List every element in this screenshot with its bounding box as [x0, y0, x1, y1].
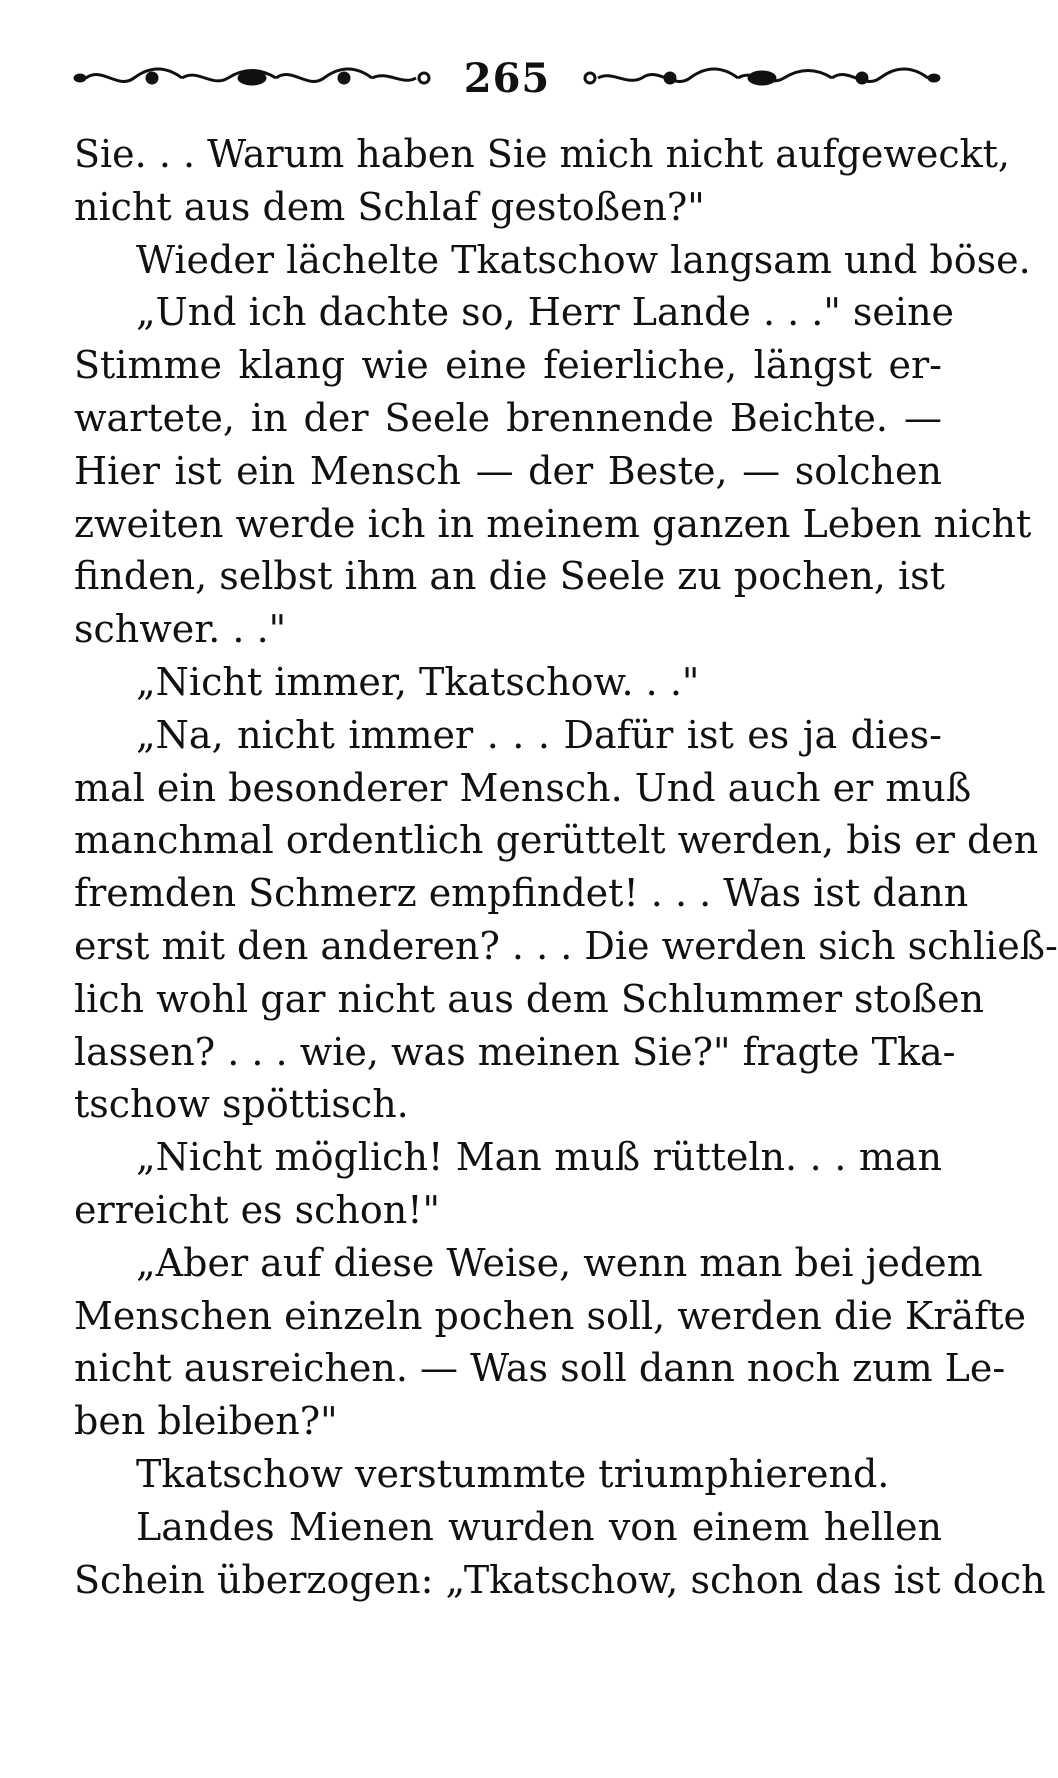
- text-line: Menschen einzeln pochen soll, werden die Kräfte: [74, 1293, 1026, 1338]
- text-line: „Na, nicht immer . . . Dafür ist es ja dies-: [136, 712, 942, 757]
- text-line: wartete, in der Seele brennende Beichte. —: [74, 395, 942, 440]
- text-line: Hier ist ein Mensch — der Beste, — solchen: [74, 448, 942, 493]
- text-line: mal ein besonderer Mensch. Und auch er muß: [74, 765, 972, 810]
- text-line: Stimme klang wie eine feierliche, längst er-: [74, 343, 942, 388]
- text-line: Sie. . . Warum haben Sie mich nicht aufgeweckt,: [74, 132, 1010, 176]
- text-line: nicht ausreichen. — Was soll dann noch zum Le-: [74, 1346, 1006, 1391]
- page-number: 265: [463, 54, 551, 102]
- text-line: erst mit den anderen? . . . Die werden sich schließ-: [74, 923, 1058, 968]
- page-header: [72, 48, 942, 108]
- text-line: zweiten werde ich in meinem ganzen Leben nicht: [74, 501, 1032, 546]
- text-line: Tkatschow verstummte triumphierend.: [136, 1451, 890, 1496]
- text-line: fremden Schmerz empfindet! . . . Was ist dann: [74, 871, 969, 916]
- text-line: Wieder lächelte Tkatschow langsam und böse.: [136, 237, 1031, 282]
- body-text: [74, 128, 1058, 1606]
- text-line: ben bleiben?": [74, 1399, 338, 1444]
- text-line: lassen? . . . wie, was meinen Sie?" fragte Tka-: [74, 1029, 956, 1074]
- text-line: schwer. . .": [74, 607, 287, 652]
- text-line: erreicht es schon!": [74, 1187, 440, 1232]
- text-line: „Aber auf diese Weise, wenn man bei jedem: [136, 1240, 983, 1285]
- ornament-left-icon: [72, 64, 432, 92]
- text-line: „Nicht immer, Tkatschow. . .": [136, 659, 700, 704]
- text-line: finden, selbst ihm an die Seele zu pochen, ist: [74, 554, 945, 599]
- text-line: manchmal ordentlich gerüttelt werden, bis er den: [74, 818, 1039, 863]
- text-line: Landes Mienen wurden von einem hellen: [136, 1504, 942, 1549]
- ornament-right-icon: [582, 64, 942, 92]
- text-line: tschow spöttisch.: [74, 1082, 409, 1127]
- text-line: Schein überzogen: „Tkatschow, schon das ist doch: [74, 1557, 1046, 1602]
- text-line: lich wohl gar nicht aus dem Schlummer stoßen: [74, 976, 985, 1021]
- text-line: „Und ich dachte so, Herr Lande . . ." seine: [136, 290, 955, 335]
- text-line: nicht aus dem Schlaf gestoßen?": [74, 184, 705, 229]
- text-line: „Nicht möglich! Man muß rütteln. . . man: [136, 1135, 942, 1180]
